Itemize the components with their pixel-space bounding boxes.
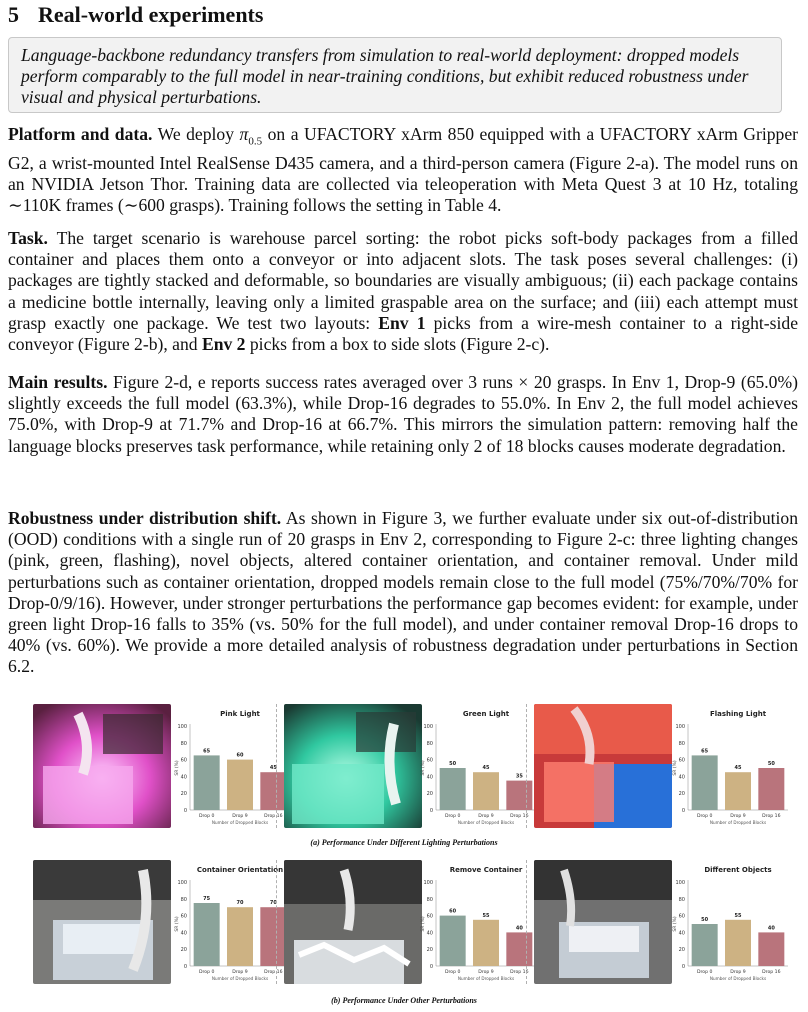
y-tick-label: 60 [426, 913, 433, 920]
paragraph-robustness: Robustness under distribution shift. As shown in Figure 3, we further evaluate under six out-of-distribution (OOD) conditions with a single run of 20 grasps in Env 2, corresponding to Figure 2-c: three lighting changes (pink, green, flashing), novel objects, altered container orientation, and container removal. Under mild perturbations such as container orientation, dropped models remain close to the full model (75%/70%/70% for Drop-0/9/16). However, under stronger perturbations the performance gap becomes evident: for example, under green light Drop-16 falls to 35% (vs. 50% for the full model), and under container removal Drop-16 drops to 40% (vs. 60%). We provide a more detailed analysis of robustness degradation under perturbations in Section 6.2. [8, 508, 798, 677]
chart-svg [420, 704, 540, 832]
y-tick-label: 60 [426, 757, 433, 764]
y-tick-label: 20 [678, 947, 685, 954]
bar-value-label: 65 [701, 748, 709, 755]
photo-different-objects [534, 860, 672, 984]
bar-value-label: 45 [482, 765, 490, 772]
y-tick-label: 40 [426, 930, 433, 937]
y-tick-label: 20 [426, 947, 433, 954]
x-axis-label: Number of Dropped Blocks [211, 976, 269, 981]
bar-value-label: 65 [203, 748, 211, 755]
y-tick-label: 60 [678, 913, 685, 920]
bar [506, 781, 532, 810]
x-axis-label: Number of Dropped Blocks [457, 976, 515, 981]
photo-remove-container-image [284, 860, 422, 984]
x-tick-label: Drop 9 [232, 970, 248, 975]
chart-title: Container Orientation [196, 866, 284, 874]
chart-svg [420, 860, 540, 988]
y-tick-label: 80 [426, 740, 433, 747]
bar [725, 920, 751, 966]
section-heading [8, 2, 263, 28]
bar-value-label: 45 [734, 765, 742, 772]
x-tick-label: Drop 16 [264, 970, 283, 975]
bar-chart-remove-container [420, 860, 540, 988]
bar-value-label: 60 [236, 752, 244, 759]
y-tick-label: 40 [180, 774, 187, 781]
bar [692, 924, 718, 966]
photo-pink-light [33, 704, 171, 828]
y-tick-label: 20 [426, 791, 433, 798]
bar-chart-flashing-light [672, 704, 792, 832]
x-axis-label: Number of Dropped Blocks [709, 976, 767, 981]
chart-svg [672, 860, 792, 988]
bar [725, 772, 751, 810]
photo-remove-container [284, 860, 422, 984]
bar [758, 932, 784, 966]
y-tick-label: 80 [678, 740, 685, 747]
chart-title: Flashing Light [709, 710, 767, 718]
y-tick-label: 20 [180, 947, 187, 954]
y-axis-label: SR (%) [673, 916, 678, 932]
y-axis-label: SR (%) [421, 916, 426, 932]
y-tick-label: 80 [426, 896, 433, 903]
bar-value-label: 75 [203, 896, 211, 902]
chart-title: Remove Container [449, 866, 523, 874]
y-tick-label: 0 [429, 964, 433, 970]
y-tick-label: 0 [183, 964, 187, 970]
y-tick-label: 80 [678, 896, 685, 903]
x-tick-label: Drop 0 [696, 814, 713, 819]
bar [440, 916, 466, 966]
y-axis-label: SR (%) [175, 760, 180, 776]
paragraph-lead: Task. [8, 228, 48, 248]
bar [227, 760, 253, 810]
bar [194, 903, 220, 966]
x-tick-label: Drop 16 [762, 814, 781, 819]
photo-green-light [284, 704, 422, 828]
bar [473, 920, 499, 966]
bar-value-label: 40 [515, 925, 523, 932]
chart-title: Green Light [462, 710, 510, 718]
x-tick-label: Drop 0 [444, 814, 461, 819]
y-tick-label: 100 [177, 724, 187, 730]
bar-value-label: 50 [701, 917, 709, 923]
y-tick-label: 100 [423, 724, 433, 730]
y-tick-label: 40 [426, 774, 433, 781]
x-tick-label: Drop 9 [478, 970, 494, 975]
bar-value-label: 45 [269, 765, 277, 772]
photo-container-orientation [33, 860, 171, 984]
x-tick-label: Drop 9 [478, 814, 494, 819]
bar-value-label: 70 [269, 900, 277, 907]
y-tick-label: 100 [675, 880, 685, 886]
bar-value-label: 50 [767, 761, 775, 767]
bar-chart-different-objects [672, 860, 792, 988]
y-tick-label: 100 [675, 724, 685, 730]
y-tick-label: 40 [180, 930, 187, 937]
paragraph-lead: Main results. [8, 372, 108, 392]
y-axis-label: SR (%) [421, 760, 426, 776]
panel-divider [276, 860, 277, 984]
bar-value-label: 55 [482, 912, 490, 919]
section-title: Real-world experiments [38, 2, 264, 27]
bar [506, 932, 532, 966]
x-tick-label: Drop 0 [696, 970, 713, 975]
chart-title: Different Objects [704, 866, 772, 874]
figure-3 [0, 704, 808, 1012]
bar [473, 772, 499, 810]
y-tick-label: 0 [681, 808, 685, 814]
photo-flashing-light [534, 704, 672, 828]
bar-value-label: 50 [449, 761, 457, 767]
panel-divider [526, 704, 527, 828]
y-axis-label: SR (%) [673, 760, 678, 776]
x-tick-label: Drop 0 [444, 970, 461, 975]
bar-value-label: 40 [767, 925, 775, 932]
paragraph-platform: Platform and data. We deploy $\pi_{0.5}$ on a UFACTORY xArm 850 equipped with a UFACTORY xArm Gripper G2, a wrist-mounted Intel RealSense D435 camera, and a third-person camera (Figure 2-a). The model runs on an NVIDIA Jetson Thor. Training data are collected via teleoperation with Meta Quest 3 at 10 Hz, totaling ∼110K frames (∼600 grasps). Training follows the setting in Table 4. [8, 124, 798, 216]
chart-title: Pink Light [220, 710, 260, 718]
bar [260, 772, 286, 810]
paragraph-main-results: Main results. Figure 2-d, e reports success rates averaged over 3 runs × 20 grasps. In Env 1, Drop-9 (65.0%) slightly exceeds the full model (63.3%), while Drop-16 degrades to 55.0%. In Env 2, the full model achieves 75.0%, with Drop-9 at 71.7% and Drop-16 at 66.7%. This mirrors the simulation pattern: removing half the language blocks preserves task performance, while retaining only 2 of 18 blocks causes moderate degradation. [8, 372, 798, 456]
paragraph-lead: Robustness under distribution shift. [8, 508, 282, 528]
x-tick-label: Drop 9 [232, 814, 248, 819]
photo-container-orientation-image [33, 860, 171, 984]
x-tick-label: Drop 9 [730, 814, 746, 819]
math-pi: π [239, 124, 249, 144]
y-tick-label: 20 [678, 791, 685, 798]
y-tick-label: 0 [681, 964, 685, 970]
y-tick-label: 20 [180, 791, 187, 798]
bar-chart-green-light [420, 704, 540, 832]
x-tick-label: Drop 16 [762, 970, 781, 975]
x-axis-label: Number of Dropped Blocks [457, 820, 515, 825]
x-tick-label: Drop 16 [510, 814, 529, 819]
y-tick-label: 100 [177, 880, 187, 886]
y-tick-label: 100 [423, 880, 433, 886]
y-tick-label: 60 [678, 757, 685, 764]
y-tick-label: 40 [678, 930, 685, 937]
caption-b: (b) Performance Under Other Perturbations [331, 996, 477, 1005]
takeaway-box: Language-backbone redundancy transfers from simulation to real-world deployment: dropped models perform comparably to the full model in near-training conditions, but exhibit reduced robustness under visual and physical perturbations. [8, 37, 782, 113]
y-tick-label: 0 [429, 808, 433, 814]
photo-different-objects-image [534, 860, 672, 984]
photo-pink-light-image [33, 704, 171, 828]
panel-divider [276, 704, 277, 828]
panel-divider [526, 860, 527, 984]
bar [194, 755, 220, 810]
y-tick-label: 0 [183, 808, 187, 814]
chart-svg [672, 704, 792, 832]
x-tick-label: Drop 0 [198, 814, 215, 819]
bar [758, 768, 784, 810]
bar-value-label: 60 [449, 908, 457, 915]
bar [692, 755, 718, 810]
x-axis-label: Number of Dropped Blocks [211, 820, 269, 825]
photo-flashing-light-image [534, 704, 672, 828]
caption-a: (a) Performance Under Different Lighting Perturbations [310, 838, 498, 847]
bar [227, 907, 253, 966]
paragraph-task: Task. The target scenario is warehouse parcel sorting: the robot picks soft-body packages from a filled container and places them onto a conveyor or into adjacent slots. The task poses several challenges: (i) packages are tightly stacked and deformable, so boundaries are visually ambiguous; (ii) each package contains a medicine bottle internally, leaving only a limited graspable area on the surface; and (iii) each attempt must grasp exactly one package. We test two layouts: Env 1 picks from a wire-mesh container to a right-side conveyor (Figure 2-b), and Env 2 picks from a box to side slots (Figure 2-c). [8, 228, 799, 355]
bar [440, 768, 466, 810]
y-tick-label: 80 [180, 740, 187, 747]
photo-green-light-image [284, 704, 422, 828]
bar-value-label: 55 [734, 912, 742, 919]
x-tick-label: Drop 0 [198, 970, 215, 975]
bar-value-label: 35 [515, 773, 523, 780]
bar-value-label: 70 [236, 900, 244, 907]
x-tick-label: Drop 16 [510, 970, 529, 975]
y-tick-label: 80 [180, 896, 187, 903]
y-tick-label: 60 [180, 757, 187, 764]
y-tick-label: 40 [678, 774, 685, 781]
paragraph-lead: Platform and data. [8, 124, 153, 144]
bar [260, 907, 286, 966]
y-axis-label: SR (%) [175, 916, 180, 932]
y-tick-label: 60 [180, 913, 187, 920]
x-axis-label: Number of Dropped Blocks [709, 820, 767, 825]
section-number: 5 [8, 2, 19, 27]
x-tick-label: Drop 9 [730, 970, 746, 975]
x-tick-label: Drop 16 [264, 814, 283, 819]
